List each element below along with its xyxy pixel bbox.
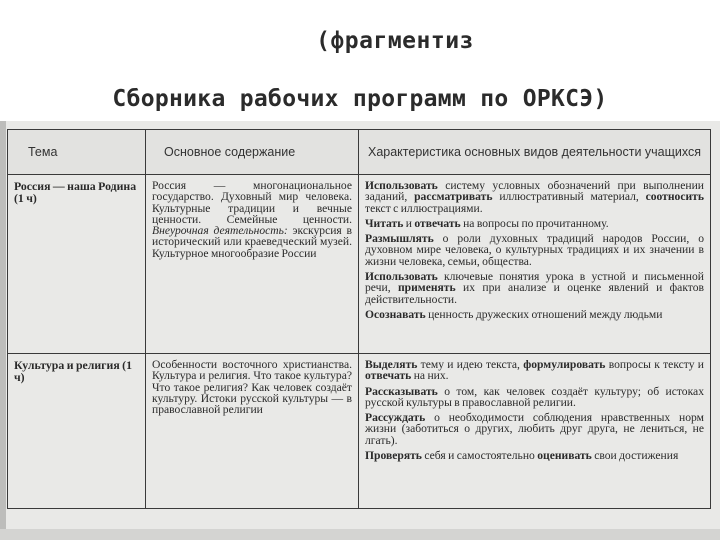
activity-keyword: Использовать (365, 179, 438, 192)
activity-keyword: Читать (365, 216, 404, 230)
content-text: экскурсия в исторический или краеведческий музей. Культурное многообразие России (152, 224, 352, 260)
topic-cell: Россия — наша Родина (1 ч) (8, 175, 146, 354)
activity-keyword: Осознавать (365, 307, 426, 321)
activity-text: о том, как человек создаёт культуру; об истоках русской культуры в православной религии. (365, 384, 704, 409)
slide-title-line1: (фрагментиз (316, 28, 474, 54)
activity-keyword: соотносить (645, 190, 705, 204)
activity-item (365, 309, 704, 320)
activity-text: свои достижения (591, 449, 679, 463)
activity-text: на вопросы по прочитанному. (460, 216, 609, 230)
topic-cell: Культура и религия (1 ч) (8, 354, 146, 509)
activity-keyword: Рассказывать (365, 384, 438, 398)
content-italic-text: Внеурочная деятельность: (152, 224, 288, 238)
activity-text: иллюстративный материал, (492, 190, 646, 204)
activity-item (365, 359, 704, 382)
activity-keyword: рассматривать (414, 190, 493, 204)
activity-item (365, 218, 704, 229)
activity-keyword: Рассуждать (365, 411, 426, 425)
page-edge-shadow (0, 121, 6, 540)
activities-cell (359, 175, 711, 354)
activity-text: тему и идею текста, (417, 358, 524, 371)
activity-text: ключевые понятия урока в устной и письменной речи, (365, 270, 704, 295)
content-text: Россия — многонациональное государство. Духовный мир человека. Культурные традиции и вечные ценности. Семейные ценности. (152, 179, 352, 226)
page-bottom-band (0, 529, 720, 540)
table-row (8, 175, 711, 354)
activity-keyword: оценивать (537, 449, 592, 463)
activity-text: их при анализе и оценке явлений и фактов действительности. (365, 281, 704, 306)
activity-text: о необходимости соблюдения нравственных норм жизни (заботиться о других, любить друг друга, не лениться, не лгать). (365, 411, 704, 447)
activity-text: на них. (411, 369, 449, 383)
activity-text: о роли духовных традиций народов России, о духовном мире человека, о культурных традициях и их значении в жизни человека, семьи, общества. (365, 232, 704, 268)
slide-title-line2: Сборника рабочих программ по ОРКСЭ) (112, 86, 608, 112)
activity-keyword: отвечать (414, 216, 461, 230)
activity-keyword: отвечать (365, 369, 412, 383)
activity-item (365, 412, 704, 446)
activity-item (365, 180, 704, 214)
activity-keyword: применять (397, 281, 456, 295)
activities-cell (359, 354, 711, 509)
content-text: Особенности восточного христианства. Культура и религия. Что такое культура? Что такое религия? Как человек создаёт культуру. Истоки русской культуры — в православной религии (152, 358, 352, 417)
activity-text: и (403, 216, 415, 230)
activity-item (365, 450, 704, 461)
header-activities: Характеристика основных видов деятельности учащихся (359, 130, 711, 175)
header-content: Основное содержание (146, 130, 359, 175)
activity-text: систему условных обозначений при выполнении заданий, (365, 179, 704, 204)
activity-text: себя и самостоятельно (421, 449, 538, 463)
activity-keyword: Проверять (365, 449, 422, 463)
activity-keyword: Размышлять (365, 232, 434, 246)
program-table (7, 129, 711, 509)
activity-item (365, 271, 704, 305)
scanned-table-image (0, 121, 720, 540)
activity-item (365, 233, 704, 267)
activity-keyword: Выделять (365, 358, 418, 371)
activity-keyword: Использовать (365, 270, 438, 284)
content-cell (146, 354, 359, 509)
activity-text: вопросы к тексту и (605, 358, 704, 371)
content-cell (146, 175, 359, 354)
activity-text: текст с иллюстрациями. (365, 201, 483, 215)
header-topic: Тема (8, 130, 146, 175)
activity-keyword: формулировать (523, 358, 606, 371)
activity-text: ценность дружеских отношений между людьми (425, 307, 663, 321)
activity-item (365, 386, 704, 409)
table-row (8, 354, 711, 509)
